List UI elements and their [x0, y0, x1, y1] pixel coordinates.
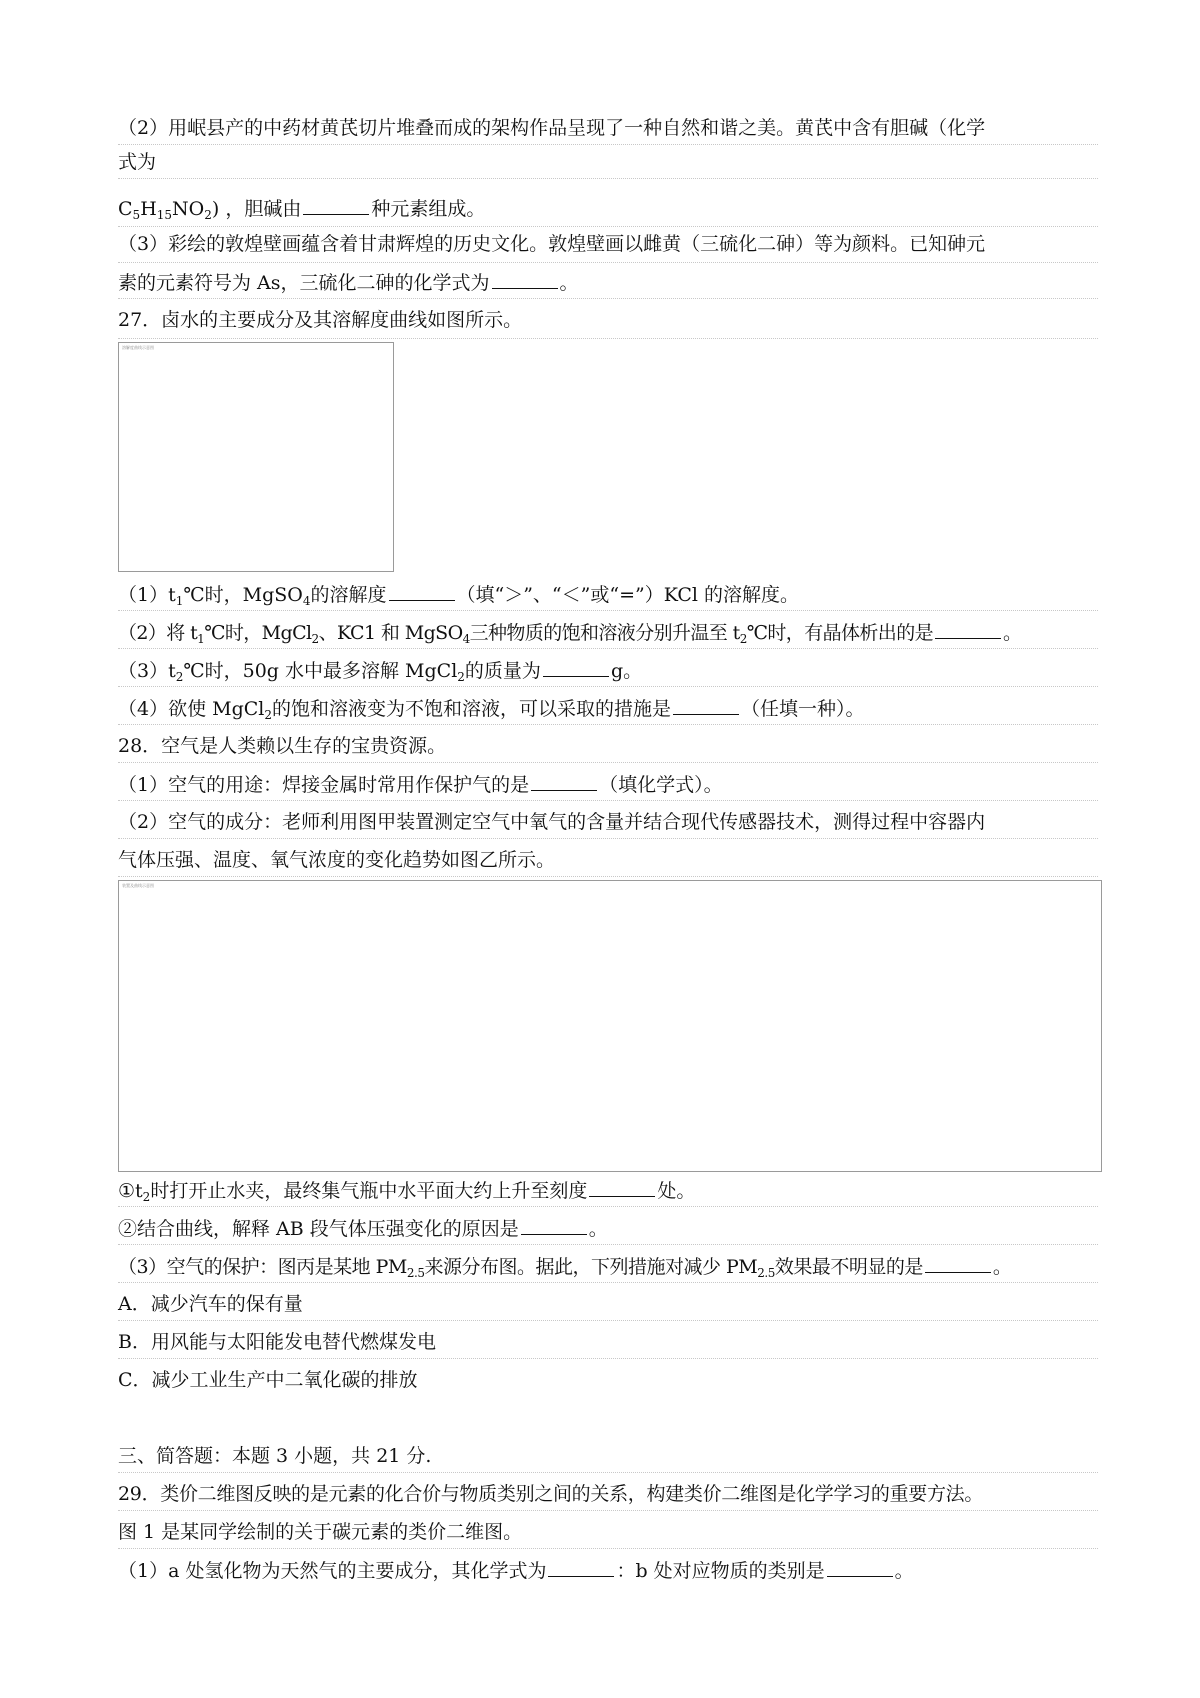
- dotted-rule: [118, 298, 1098, 299]
- answer-blank: [543, 658, 609, 677]
- dotted-rule: [118, 1358, 1098, 1359]
- dotted-rule: [118, 1510, 1098, 1511]
- figure-label: 装置及曲线示意图: [122, 883, 154, 888]
- answer-blank: [492, 270, 558, 289]
- q29-s1: （1）a 处氢化物为天然气的主要成分，其化学式为 ：b 处对应物质的类别是 。: [118, 1560, 914, 1582]
- dotted-rule: [118, 1282, 1098, 1283]
- q27-s4: （4）欲使 MgCl$_2$的饱和溶液变为不饱和溶液，可以采取的措施是 （任填一种）。: [118, 698, 865, 722]
- answer-blank: [548, 1558, 614, 1577]
- dotted-rule: [118, 686, 1098, 687]
- q29-line2: 图 1 是某同学绘制的关于碳元素的类价二维图。: [118, 1521, 523, 1543]
- dotted-rule: [118, 1206, 1098, 1207]
- dotted-rule: [118, 1244, 1098, 1245]
- q26-p3-line1: （3）彩绘的敦煌壁画蕴含着甘肃辉煌的历史文化。敦煌壁画以雌黄（三硫化二砷）等为颜料。已知砷元: [118, 233, 986, 255]
- dotted-rule: [118, 1548, 1098, 1549]
- figure-label: 溶解度曲线示意图: [122, 345, 154, 350]
- q26-p2-line2: 式为: [118, 151, 157, 173]
- choline-formula: $C_5H_{15}NO_2$): [118, 198, 220, 222]
- q29-line1: 29．类价二维图反映的是元素的化合价与物质类别之间的关系，构建类价二维图是化学学习的重要方法。: [118, 1483, 984, 1505]
- dotted-rule: [118, 648, 1098, 649]
- q28-s3: （3）空气的保护：图丙是某地 $PM_{2.5}$来源分布图。据此，下列措施对减少 $PM_{2.5}$效果最不明显的是 。: [118, 1256, 1012, 1280]
- q28-stem: 28．空气是人类赖以生存的宝贵资源。: [118, 735, 447, 757]
- q28-option-c: C．减少工业生产中二氧化碳的排放: [118, 1369, 418, 1391]
- q26-p2-line3: $C_5H_{15}NO_2$) ，胆碱由 种元素组成。: [118, 198, 486, 222]
- answer-blank: [935, 620, 1001, 639]
- answer-blank: [925, 1254, 991, 1273]
- dotted-rule: [118, 262, 1098, 263]
- answer-blank: [531, 772, 597, 791]
- q27-s2: （2）将 $t_1℃$时，MgCl$_2$、KC1 和 MgSO$_4$三种物质的饱和溶液分别升温至 $t_2℃$时，有晶体析出的是 。: [118, 622, 1022, 646]
- answer-blank: [673, 696, 739, 715]
- answer-blank: [389, 582, 455, 601]
- q28-s2-line1: （2）空气的成分：老师利用图甲装置测定空气中氧气的含量并结合现代传感器技术，测得过程中容器内: [118, 811, 986, 833]
- dotted-rule: [118, 800, 1098, 801]
- dotted-rule: [118, 226, 1098, 227]
- dotted-rule: [118, 178, 1098, 179]
- dotted-rule: [118, 876, 1098, 877]
- answer-blank: [827, 1558, 893, 1577]
- q27-stem: 27．卤水的主要成分及其溶解度曲线如图所示。: [118, 309, 523, 331]
- q28-s2-line2: 气体压强、温度、氧气浓度的变化趋势如图乙所示。: [118, 849, 556, 871]
- dotted-rule: [118, 144, 1098, 145]
- q28-option-a: A．减少汽车的保有量: [118, 1293, 303, 1315]
- q26-p2-line1: （2）用岷县产的中药材黄芪切片堆叠而成的架构作品呈现了一种自然和谐之美。黄芪中含有胆碱（化学: [118, 117, 986, 139]
- dotted-rule: [118, 724, 1098, 725]
- q28-s1: （1）空气的用途：焊接金属时常用作保护气的是 （填化学式）。: [118, 774, 723, 796]
- section-3-title: 三、简答题：本题 3 小题，共 21 分.: [118, 1445, 432, 1467]
- dotted-rule: [118, 338, 1098, 339]
- dotted-rule: [118, 838, 1098, 839]
- answer-blank: [589, 1178, 655, 1197]
- dotted-rule: [118, 762, 1098, 763]
- dotted-rule: [118, 610, 1098, 611]
- q28-c2: ②结合曲线，解释 AB 段气体压强变化的原因是 。: [118, 1218, 608, 1240]
- q28-option-b: B．用风能与太阳能发电替代燃煤发电: [118, 1331, 436, 1353]
- solubility-figure-placeholder: [118, 342, 394, 572]
- answer-blank: [303, 196, 369, 215]
- q27-s3: $(3)t_2℃$时，50g 水中最多溶解 MgCl$_2$的质量为 g。: [118, 660, 643, 684]
- q26-p3-line2: 素的元素符号为 As，三硫化二砷的化学式为 。: [118, 272, 579, 294]
- q27-s1: $(1)t_1℃$时，MgSO$_4$的溶解度 （填“＞”、“＜”或“=”）KCl 的溶解度。: [118, 584, 800, 608]
- dotted-rule: [118, 1320, 1098, 1321]
- apparatus-figure-placeholder: [118, 880, 1102, 1172]
- answer-blank: [521, 1216, 587, 1235]
- q28-c1: $①t_2$时打开止水夹，最终集气瓶中水平面大约上升至刻度 处。: [118, 1180, 696, 1204]
- dotted-rule: [118, 1472, 1098, 1473]
